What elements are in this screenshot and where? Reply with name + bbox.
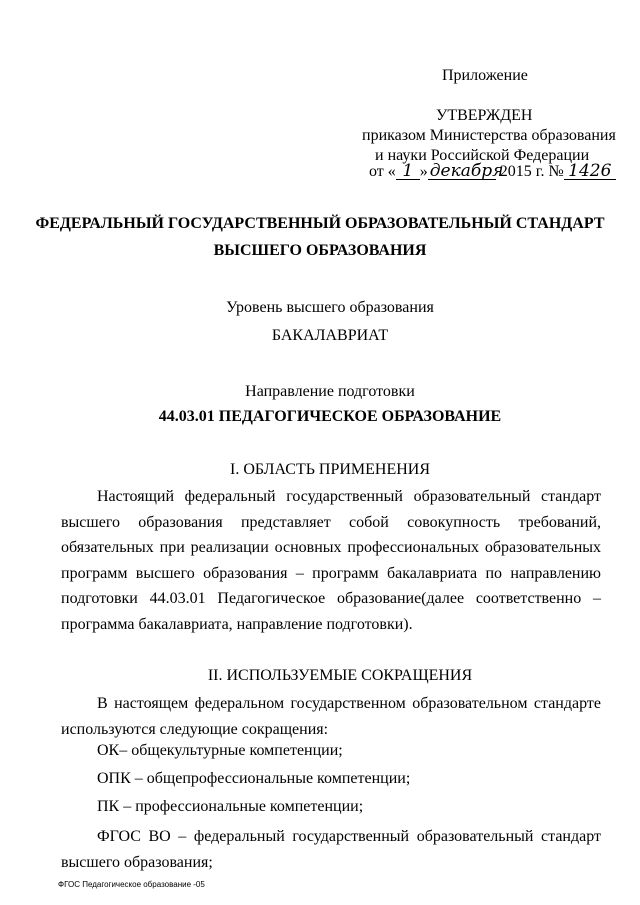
section1-paragraph: Настоящий федеральный государственный образовательный стандарт высшего образования представляет собой совокупность требований, обязательных при реализации основных профессиональных образовательных программ высшего образования – программ бакалавриата по направлению подготовки 44.03.01 Педагогическое образование(далее соответственно – программа бакалавриата, направление подготовки). — [61, 488, 601, 633]
order-line2: и науки Российской Федерации — [375, 147, 590, 164]
section2-heading: II. ИСПОЛЬЗУЕМЫЕ СОКРАЩЕНИЯ — [207, 667, 473, 684]
abbreviation-item: ОК– общекультурные компетенции; — [97, 742, 343, 759]
date-year: 2015 г. № — [499, 163, 564, 180]
section2-intro: В настоящем федеральном государственном образовательном стандарте используются следующие сокращения: — [61, 695, 601, 738]
direction-value: 44.03.01 ПЕДАГОГИЧЕСКОЕ ОБРАЗОВАНИЕ — [158, 408, 502, 425]
abbreviation-item: ПК – профессиональные компетенции; — [97, 798, 364, 815]
abbreviation-item: ФГОС ВО – федеральный государственный образовательный стандарт высшего образования; — [61, 828, 601, 871]
handwritten-day: 1 — [396, 163, 420, 180]
document-title-line2: ВЫСШЕГО ОБРАЗОВАНИЯ — [213, 242, 427, 259]
order-date-line — [369, 163, 616, 181]
approved-stamp: УТВЕРЖДЕН — [436, 107, 533, 124]
date-prefix: от « — [369, 163, 396, 180]
date-quote-close: » — [419, 163, 428, 180]
section1-heading: I. ОБЛАСТЬ ПРИМЕНЕНИЯ — [229, 461, 431, 478]
appendix-label: Приложение — [442, 67, 528, 84]
abbreviation-item: ОПК – общепрофессиональные компетенции; — [97, 770, 411, 787]
page-footer: ФГОС Педагогическое образование -05 — [58, 880, 205, 889]
order-line1: приказом Министерства образования — [362, 127, 616, 144]
direction-label: Направление подготовки — [245, 383, 415, 400]
handwritten-month: декабря — [429, 161, 504, 181]
education-level-label: Уровень высшего образования — [226, 299, 434, 316]
handwritten-order-number: 1426 — [564, 163, 616, 180]
education-level-value: БАКАЛАВРИАТ — [271, 327, 389, 344]
document-title-line1: ФЕДЕРАЛЬНЫЙ ГОСУДАРСТВЕННЫЙ ОБРАЗОВАТЕЛЬНЫЙ СТАНДАРТ — [35, 215, 605, 232]
